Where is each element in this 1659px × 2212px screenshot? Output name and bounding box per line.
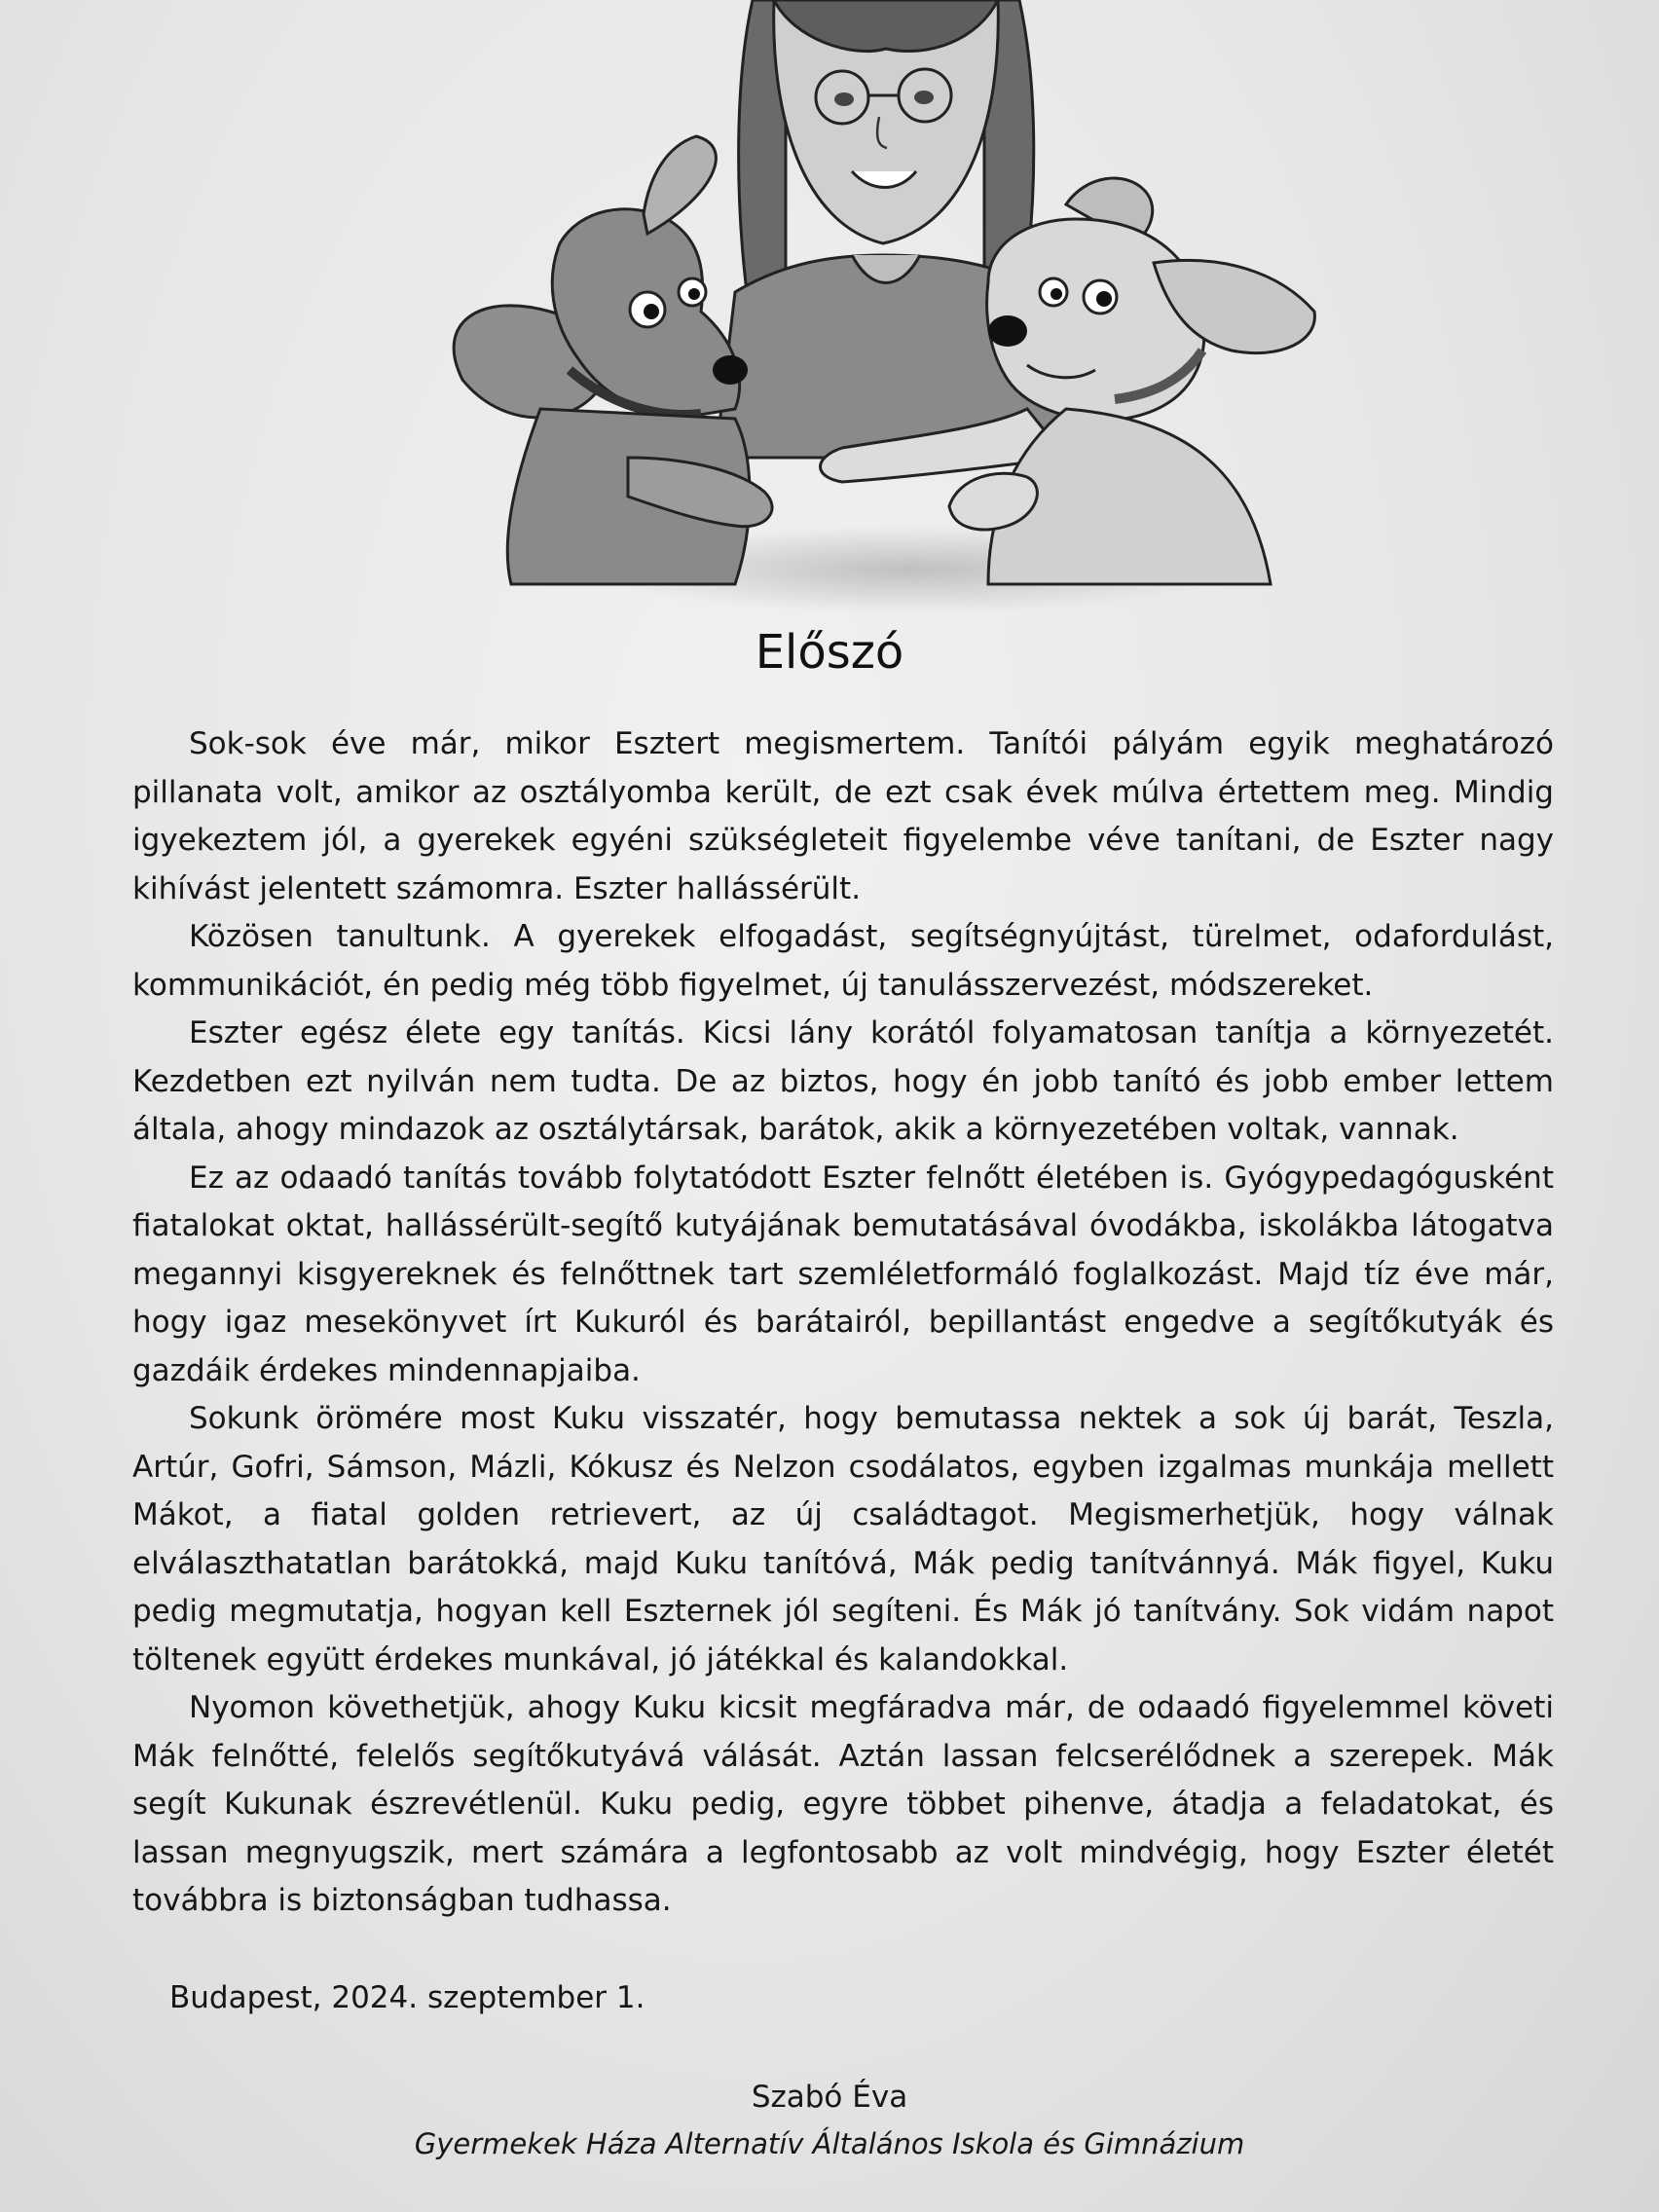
paragraph: Eszter egész élete egy tanítás. Kicsi lány korától folyamatosan tanítja a környezetét. Kezdetben ezt nyilván nem tudta. De az biztos, hogy én jobb tanító és jobb ember lettem általa, ahogy mindazok az osztálytársak, barátok, akik a környezetében voltak, vannak.	[132, 1015, 1554, 1147]
dateline: Budapest, 2024. szeptember 1.	[169, 1980, 645, 2015]
author-organization: Gyermekek Háza Alternatív Általános Iskola és Gimnázium	[414, 2127, 1245, 2160]
left-dog	[454, 136, 772, 584]
paragraph: Sok-sok éve már, mikor Esztert megismertem. Tanítói pályám egyik meghatározó pillanata volt, amikor az osztályomba került, de ezt csak évek múlva értettem meg. Mindig igyekeztem jól, a gyerekek egyéni szükségleteit figyelembe véve tanítani, de Eszter nagy kihívást jelentett számomra. Eszter hallássérült.	[132, 726, 1554, 906]
paragraph: Ez az odaadó tanítás tovább folytatódott Eszter felnőtt életében is. Gyógypedagógusként fiatalokat oktat, hallássérült-segítő kutyájának bemutatásával óvodákba, iskolákba látogatva megannyi kisgyereknek és felnőttnek tart szemléletformáló foglalkozást. Majd tíz éve már, hogy igaz mesekönyvet írt Kukuról és barátairól, bepillantást engedve a segítőkutyák és gazdáik érdekes mindennapjaiba.	[132, 1160, 1554, 1388]
author-name: Szabó Éva	[751, 2080, 908, 2115]
page-title: Előszó	[755, 625, 904, 680]
woman-with-two-dogs-illustration	[443, 0, 1378, 613]
signature-block	[0, 2074, 1659, 2167]
preface-body	[132, 720, 1554, 1926]
paragraph: Közösen tanultunk. A gyerekek elfogadást, segítségnyújtást, türelmet, odafordulást, kommunikációt, én pedig még több figyelmet, új tanulásszervezést, módszereket.	[132, 919, 1554, 1003]
paragraph: Sokunk örömére most Kuku visszatér, hogy bemutassa nektek a sok új barát, Teszla, Artúr, Gofri, Sámson, Mázli, Kókusz és Nelzon csodálatos, egyben izgalmas munkája mellett Mákot, a fiatal golden retrievert, az új családtagot. Megismerhetjük, hogy válnak elválaszthatatlan barátokká, majd Kuku tanítóvá, Mák pedig tanítvánnyá. Mák figyel, Kuku pedig megmutatja, hogyan kell Eszternek jól segíteni. És Mák jó tanítvány. Sok vidám napot töltenek együtt érdekes munkával, jó játékkal és kalandokkal.	[132, 1401, 1554, 1677]
paragraph: Nyomon követhetjük, ahogy Kuku kicsit megfáradva már, de odaadó figyelemmel követi Mák felnőtté, felelős segítőkutyává válását. Aztán lassan felcserélődnek a szerepek. Mák segít Kukunak észrevétlenül. Kuku pedig, egyre többet pihenve, átadja a feladatokat, és lassan megnyugszik, mert számára a legfontosabb az volt mindvégig, hogy Eszter életét továbbra is biztonságban tudhassa.	[132, 1690, 1554, 1918]
